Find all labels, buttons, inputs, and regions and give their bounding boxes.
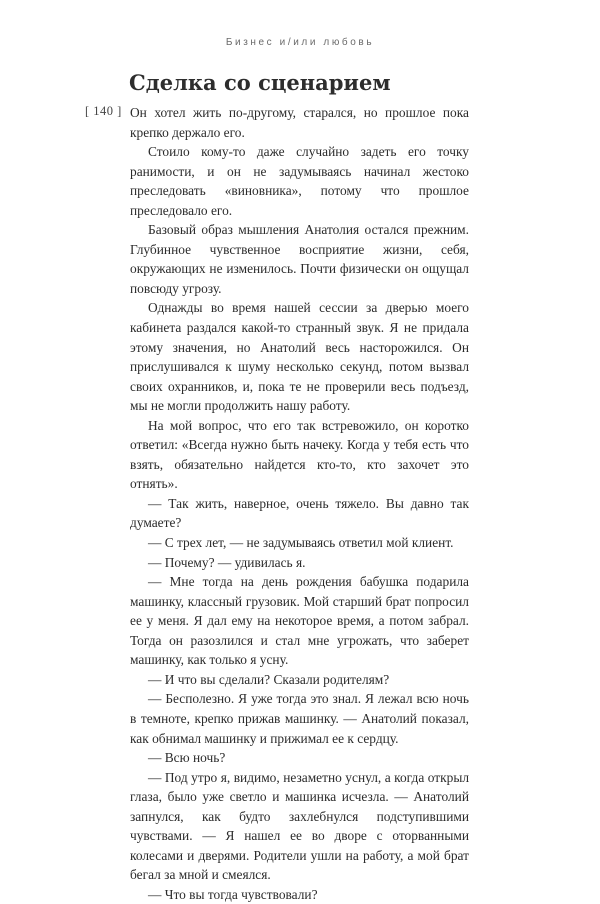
- dialogue-line: — Бесполезно. Я уже тогда это знал. Я лежал всю ночь в темноте, крепко прижав машинку. — Анатолий показал, как обнимал машинку и прижимал ее к сердцу.: [130, 691, 469, 746]
- paragraph: Он хотел жить по-другому, старался, но прошлое пока крепко держало его.: [130, 105, 469, 140]
- page-number: [ 140 ]: [85, 104, 122, 118]
- dialogue-line: — С трех лет, — не задумываясь ответил мой клиент.: [148, 535, 454, 551]
- dialogue-line: — Почему? — удивилась я.: [148, 554, 306, 570]
- body-text: [130, 103, 469, 904]
- dialogue-line: — Под утро я, видимо, незаметно уснул, а когда открыл глаза, было уже светло и машинка исчезла. — Анатолий запнулся, как будто захлебнулся подступившими чувствами. — Я нашел ее во дворе с оторванными колесами и дверями. Родители ушли на работу, а мой брат бегал за мной и смеялся.: [130, 769, 469, 883]
- paragraph: Стоило кому-то даже случайно задеть его точку ранимости, и он не задумываясь начинал жестоко преследовать «виновника», потому что прошлое преследовало его.: [130, 144, 469, 218]
- paragraph: Базовый образ мышления Анатолия остался прежним. Глубинное чувственное восприятие жизни, себя, окружающих не изменилось. Почти физически он ощущал повсюду угрозу.: [130, 222, 469, 296]
- dialogue-line: — Так жить, наверное, очень тяжело. Вы давно так думаете?: [130, 495, 469, 531]
- dialogue-line: — Мне тогда на день рождения бабушка подарила машинку, классный грузовик. Мой старший брат попросил ее у меня. Я дал ему на некоторое время, а потом забрал. Тогда он разозлился и стал мне угрожать, что заберет машинку, как только я усну.: [130, 574, 469, 668]
- running-head: Бизнес и/или любовь: [225, 37, 375, 48]
- dialogue-line: — Что вы тогда чувствовали?: [148, 886, 318, 902]
- paragraph: На мой вопрос, что его так встревожило, он коротко ответил: «Всегда нужно быть начеку. Когда у тебя есть что взять, обязательно найдется кто-то, кто захочет это отнять».: [130, 417, 469, 492]
- chapter-title: Сделка со сценарием: [129, 70, 391, 95]
- paragraph: Однажды во время нашей сессии за дверью моего кабинета раздался какой-то странный звук. Я не придала этому значения, но Анатолий весь насторожился. Он прислушивался к шуму несколько секунд, потом вызвал своих охранников, и, пока те не проверили весь подъезд, мы не могли продолжить нашу работу.: [130, 300, 469, 414]
- dialogue-line: — Всю ночь?: [148, 750, 226, 766]
- dialogue-line: — И что вы сделали? Сказали родителям?: [148, 671, 390, 687]
